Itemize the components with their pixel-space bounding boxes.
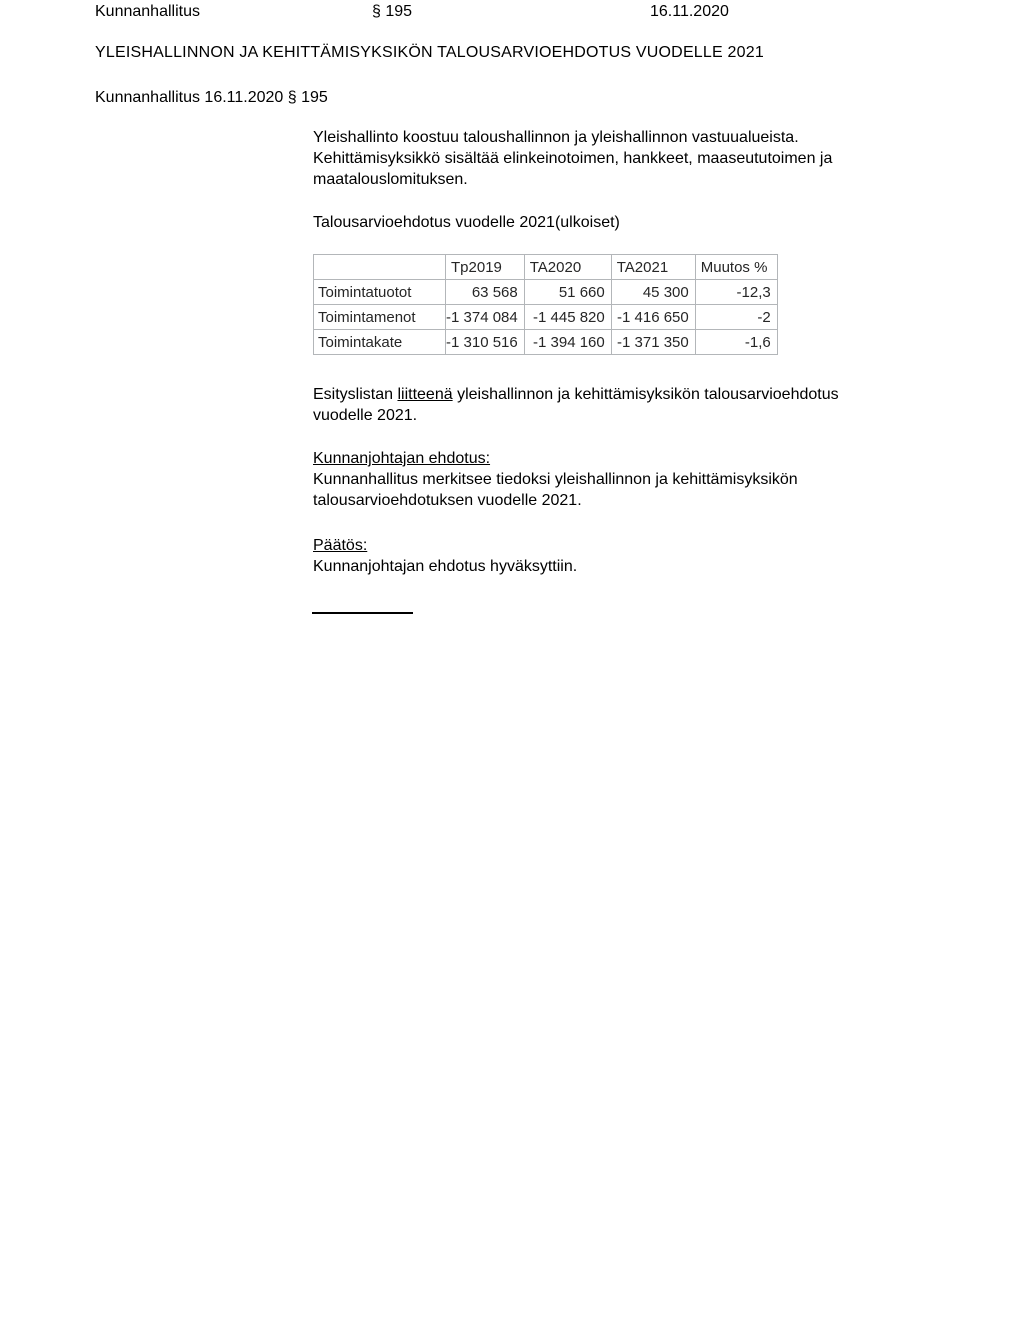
table-header-cell: TA2021 xyxy=(611,255,695,280)
intro-line: Yleishallinto koostuu taloushallinnon ja yleishallinnon vastuualueista. xyxy=(313,129,799,146)
table-header-cell xyxy=(314,255,446,280)
budget-table xyxy=(313,254,778,355)
header-section-number: § 195 xyxy=(372,3,413,20)
decision-text: Kunnanjohtajan ehdotus hyväksyttiin. xyxy=(313,558,578,575)
attachment-text-before: Esityslistan xyxy=(313,386,398,403)
row-label: Toimintamenot xyxy=(314,305,446,330)
table-cell: 45 300 xyxy=(611,280,695,305)
table-cell: -1,6 xyxy=(695,330,777,355)
intro-line: maatalouslomituksen. xyxy=(313,171,468,188)
header-date: 16.11.2020 xyxy=(650,3,729,20)
table-header-cell: TA2020 xyxy=(524,255,611,280)
table-header-row xyxy=(314,255,778,280)
table-cell: -1 445 820 xyxy=(524,305,611,330)
table-cell: -1 416 650 xyxy=(611,305,695,330)
table-cell: -1 371 350 xyxy=(611,330,695,355)
proposal-line: Kunnanhallitus merkitsee tiedoksi yleishallinnon ja kehittämisyksikön xyxy=(313,471,798,488)
attachment-line xyxy=(313,384,839,405)
table-cell: -12,3 xyxy=(695,280,777,305)
table-row xyxy=(314,305,778,330)
attachment-text-after: yleishallinnon ja kehittämisyksikön talousarvioehdotus xyxy=(452,386,839,403)
intro-line: Kehittämisyksikkö sisältää elinkeinotoimen, hankkeet, maaseututoimen ja xyxy=(313,150,833,167)
table-row xyxy=(314,330,778,355)
table-cell: -1 394 160 xyxy=(524,330,611,355)
proposal-paragraph xyxy=(313,469,798,511)
table-cell: -1 374 084 xyxy=(446,305,525,330)
table-row xyxy=(314,280,778,305)
proposal-heading: Kunnanjohtajan ehdotus: xyxy=(313,450,491,467)
attachment-line: vuodelle 2021. xyxy=(313,407,418,424)
signature-divider xyxy=(312,612,413,614)
row-label: Toimintakate xyxy=(314,330,446,355)
document-subtitle: Kunnanhallitus 16.11.2020 § 195 xyxy=(95,89,328,106)
table-cell: -1 310 516 xyxy=(446,330,525,355)
table-cell: 51 660 xyxy=(524,280,611,305)
decision-heading: Päätös: xyxy=(313,537,368,554)
document-title: YLEISHALLINNON JA KEHITTÄMISYKSIKÖN TALOUSARVIOEHDOTUS VUODELLE 2021 xyxy=(95,44,764,61)
header-committee: Kunnanhallitus xyxy=(95,3,200,20)
table-cell: 63 568 xyxy=(446,280,525,305)
proposal-line: talousarvioehdotuksen vuodelle 2021. xyxy=(313,492,582,509)
row-label: Toimintatuotot xyxy=(314,280,446,305)
table-header-cell: Muutos % xyxy=(695,255,777,280)
attachment-paragraph xyxy=(313,384,839,426)
table-cell: -2 xyxy=(695,305,777,330)
intro-paragraph xyxy=(313,127,832,190)
table-header-cell: Tp2019 xyxy=(446,255,525,280)
attachment-text-underlined: liitteenä xyxy=(397,386,453,403)
table-caption: Talousarvioehdotus vuodelle 2021(ulkoiset) xyxy=(313,214,620,231)
